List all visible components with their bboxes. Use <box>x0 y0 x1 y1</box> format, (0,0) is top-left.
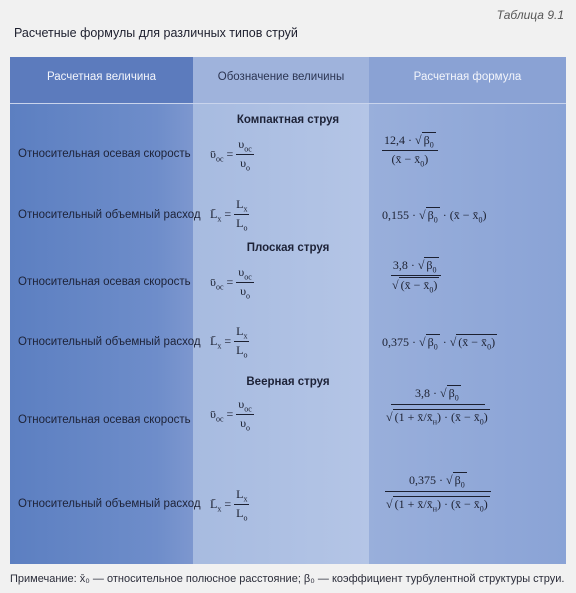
row-label: Относительный объемный расход <box>18 336 201 348</box>
designation-flow-1: $L̄_x$ = $\frac{L_x}{L_o}$ <box>210 197 248 233</box>
formula-velocity-1: $\frac{12,4 \cdot √ \beta_0}{(x̄ - x̄_0)}$ <box>382 132 438 169</box>
table-header <box>10 57 566 103</box>
formula-flow-3: $\frac{0,375 \cdot √ \beta_0}{√ (1 + x̄/x̄_н) \cdot (x̄ - x̄_0)}$ <box>384 472 492 514</box>
row-label: Относительный объемный расход <box>18 209 201 221</box>
header-formula: Расчетная формула <box>413 71 522 83</box>
designation-velocity-3: ῡ$_{oc}$ = $\frac{\upsilon_{oc}}{\upsilon_o}$ <box>210 397 252 433</box>
row-label: Относительная осевая скорость <box>18 414 191 426</box>
table-number: Таблица 9.1 <box>496 8 564 22</box>
formula-flow-1: 0,155 · √ $\beta_0$ · (x̄ − $x̄_0$) <box>382 208 487 225</box>
row-label: Относительный объемный расход <box>18 498 201 510</box>
table-note: Примечание: x̄₀ — относительное полюсное расстояние; β₀ — коэффициент турбулентной структуры струи. <box>10 573 565 585</box>
formula-velocity-2: $\frac{3,8 \cdot √ \beta_0}{√ (x̄ - x̄_0)}$ <box>390 257 441 295</box>
table-caption: Расчетные формулы для различных типов струй <box>14 26 298 40</box>
column-quantity-bg <box>10 57 193 564</box>
row-label: Относительная осевая скорость <box>18 148 191 160</box>
designation-flow-3: $L̄_x$ = $\frac{L_x}{L_o}$ <box>210 487 248 523</box>
header-quantity: Расчетная величина <box>46 71 157 83</box>
formula-flow-2: 0,375 · √ $\beta_0$ · √ (x̄ − $x̄_0$) <box>382 335 496 352</box>
section-title-compact: Компактная струя <box>236 114 340 126</box>
designation-flow-2: $L̄_x$ = $\frac{L_x}{L_o}$ <box>210 324 248 360</box>
section-title-flat: Плоская струя <box>246 242 330 254</box>
row-label: Относительная осевая скорость <box>18 276 191 288</box>
designation-velocity-1: ῡ$_{oc}$ = $\frac{\upsilon_{oc}}{\upsilon_o}$ <box>210 137 252 173</box>
formula-table <box>10 57 566 564</box>
section-title-fan: Веерная струя <box>246 376 330 388</box>
designation-velocity-2: ῡ$_{oc}$ = $\frac{\upsilon_{oc}}{\upsilon_o}$ <box>210 265 252 301</box>
formula-velocity-3: $\frac{3,8 \cdot √ \beta_0}{√ (1 + x̄/x̄_н) \cdot (x̄ - x̄_0)}$ <box>386 386 488 427</box>
header-designation: Обозначение величины <box>217 71 345 83</box>
